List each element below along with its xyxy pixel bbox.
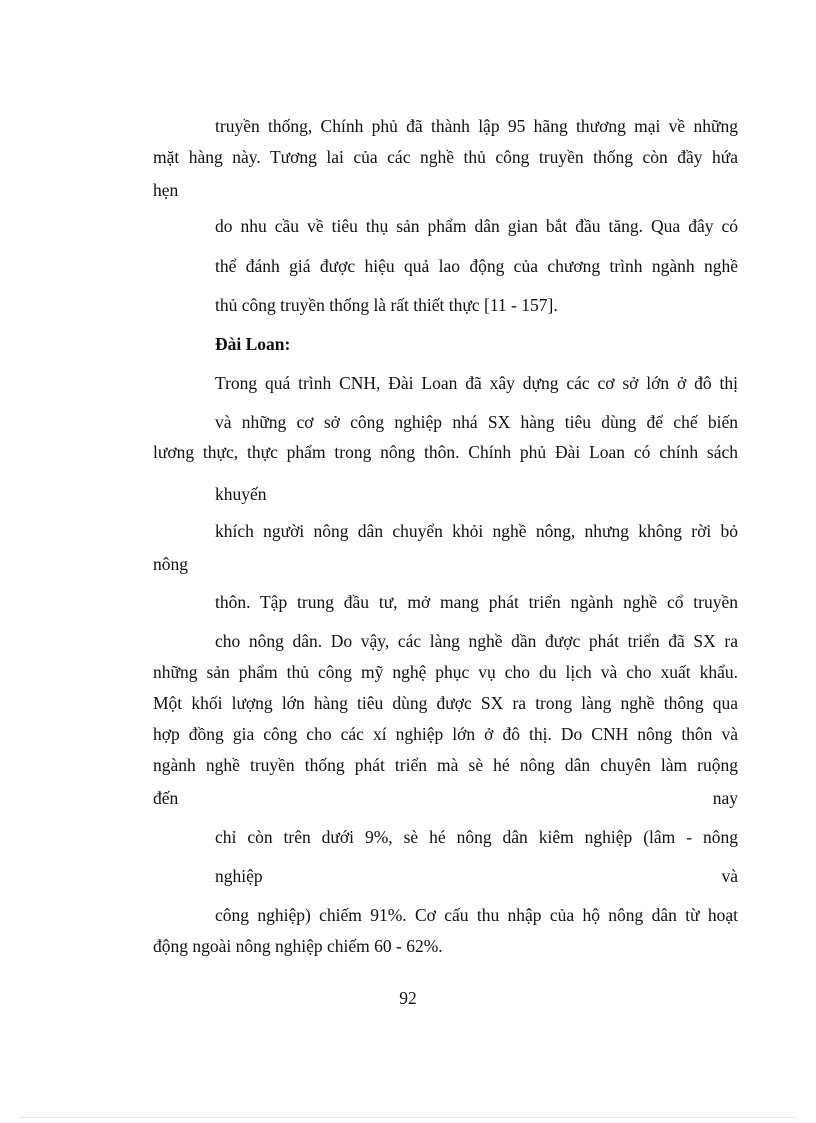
text-line: thôn. Tập trung đầu tư, mở mang phát triển ngành nghề cổ truyền	[215, 592, 738, 612]
page-bottom-divider	[20, 1117, 796, 1118]
text-line: nông	[153, 554, 188, 574]
text-line: mặt hàng này. Tương lai của các nghề thủ công truyền thống còn đầy hứa	[153, 147, 738, 167]
text-line: và những cơ sở công nghiệp nhá SX hàng tiêu dùng để chế biến	[215, 412, 738, 432]
text-line: chỉ còn trên dưới 9%, sè hé nông dân kiêm nghiệp (lâm - nông	[215, 827, 738, 847]
text-line: những sản phẩm thủ công mỹ nghệ phục vụ cho du lịch và cho xuất khẩu.	[153, 662, 738, 682]
text-line: ngành nghề truyền thống phát triển mà sè hé nông dân chuyên làm ruộng	[153, 755, 738, 775]
text-line: lương thực, thực phẩm trong nông thôn. Chính phủ Đài Loan có chính sách	[153, 442, 738, 462]
section-heading: Đài Loan:	[215, 334, 291, 354]
page-number: 92	[399, 988, 417, 1008]
line-start-word: đến	[153, 788, 179, 808]
text-line: cho nông dân. Do vậy, các làng nghề dần được phát triển đã SX ra	[215, 631, 738, 651]
text-line: Trong quá trình CNH, Đài Loan đã xây dựng các cơ sở lớn ở đô thị	[215, 373, 738, 393]
text-line: hẹn	[153, 180, 179, 200]
text-line: truyền thống, Chính phủ đã thành lập 95 hãng thương mại về những	[215, 116, 738, 136]
text-line	[153, 787, 738, 809]
text-line: Một khối lượng lớn hàng tiêu dùng được SX ra trong làng nghề thông qua	[153, 693, 738, 713]
line-start-word: nghiệp	[215, 866, 263, 886]
text-line: thủ công truyền thống là rất thiết thực [11 - 157].	[215, 295, 558, 315]
text-line: hợp đồng gia công cho các xí nghiệp lớn ở đô thị. Do CNH nông thôn và	[153, 724, 738, 744]
text-line	[215, 865, 738, 887]
text-line: động ngoài nông nghiệp chiếm 60 - 62%.	[153, 936, 443, 956]
line-end-word: và	[721, 866, 738, 886]
text-line: khích người nông dân chuyển khỏi nghề nông, nhưng không rời bỏ	[215, 521, 738, 541]
text-line: do nhu cầu về tiêu thụ sản phẩm dân gian bắt đầu tăng. Qua đây có	[215, 216, 738, 236]
text-line: khuyến	[215, 484, 267, 504]
text-line: thể đánh giá được hiệu quả lao động của chương trình ngành nghề	[215, 256, 738, 276]
text-line: công nghiệp) chiếm 91%. Cơ cấu thu nhập của hộ nông dân từ hoạt	[215, 905, 738, 925]
line-end-word: nay	[712, 788, 738, 808]
